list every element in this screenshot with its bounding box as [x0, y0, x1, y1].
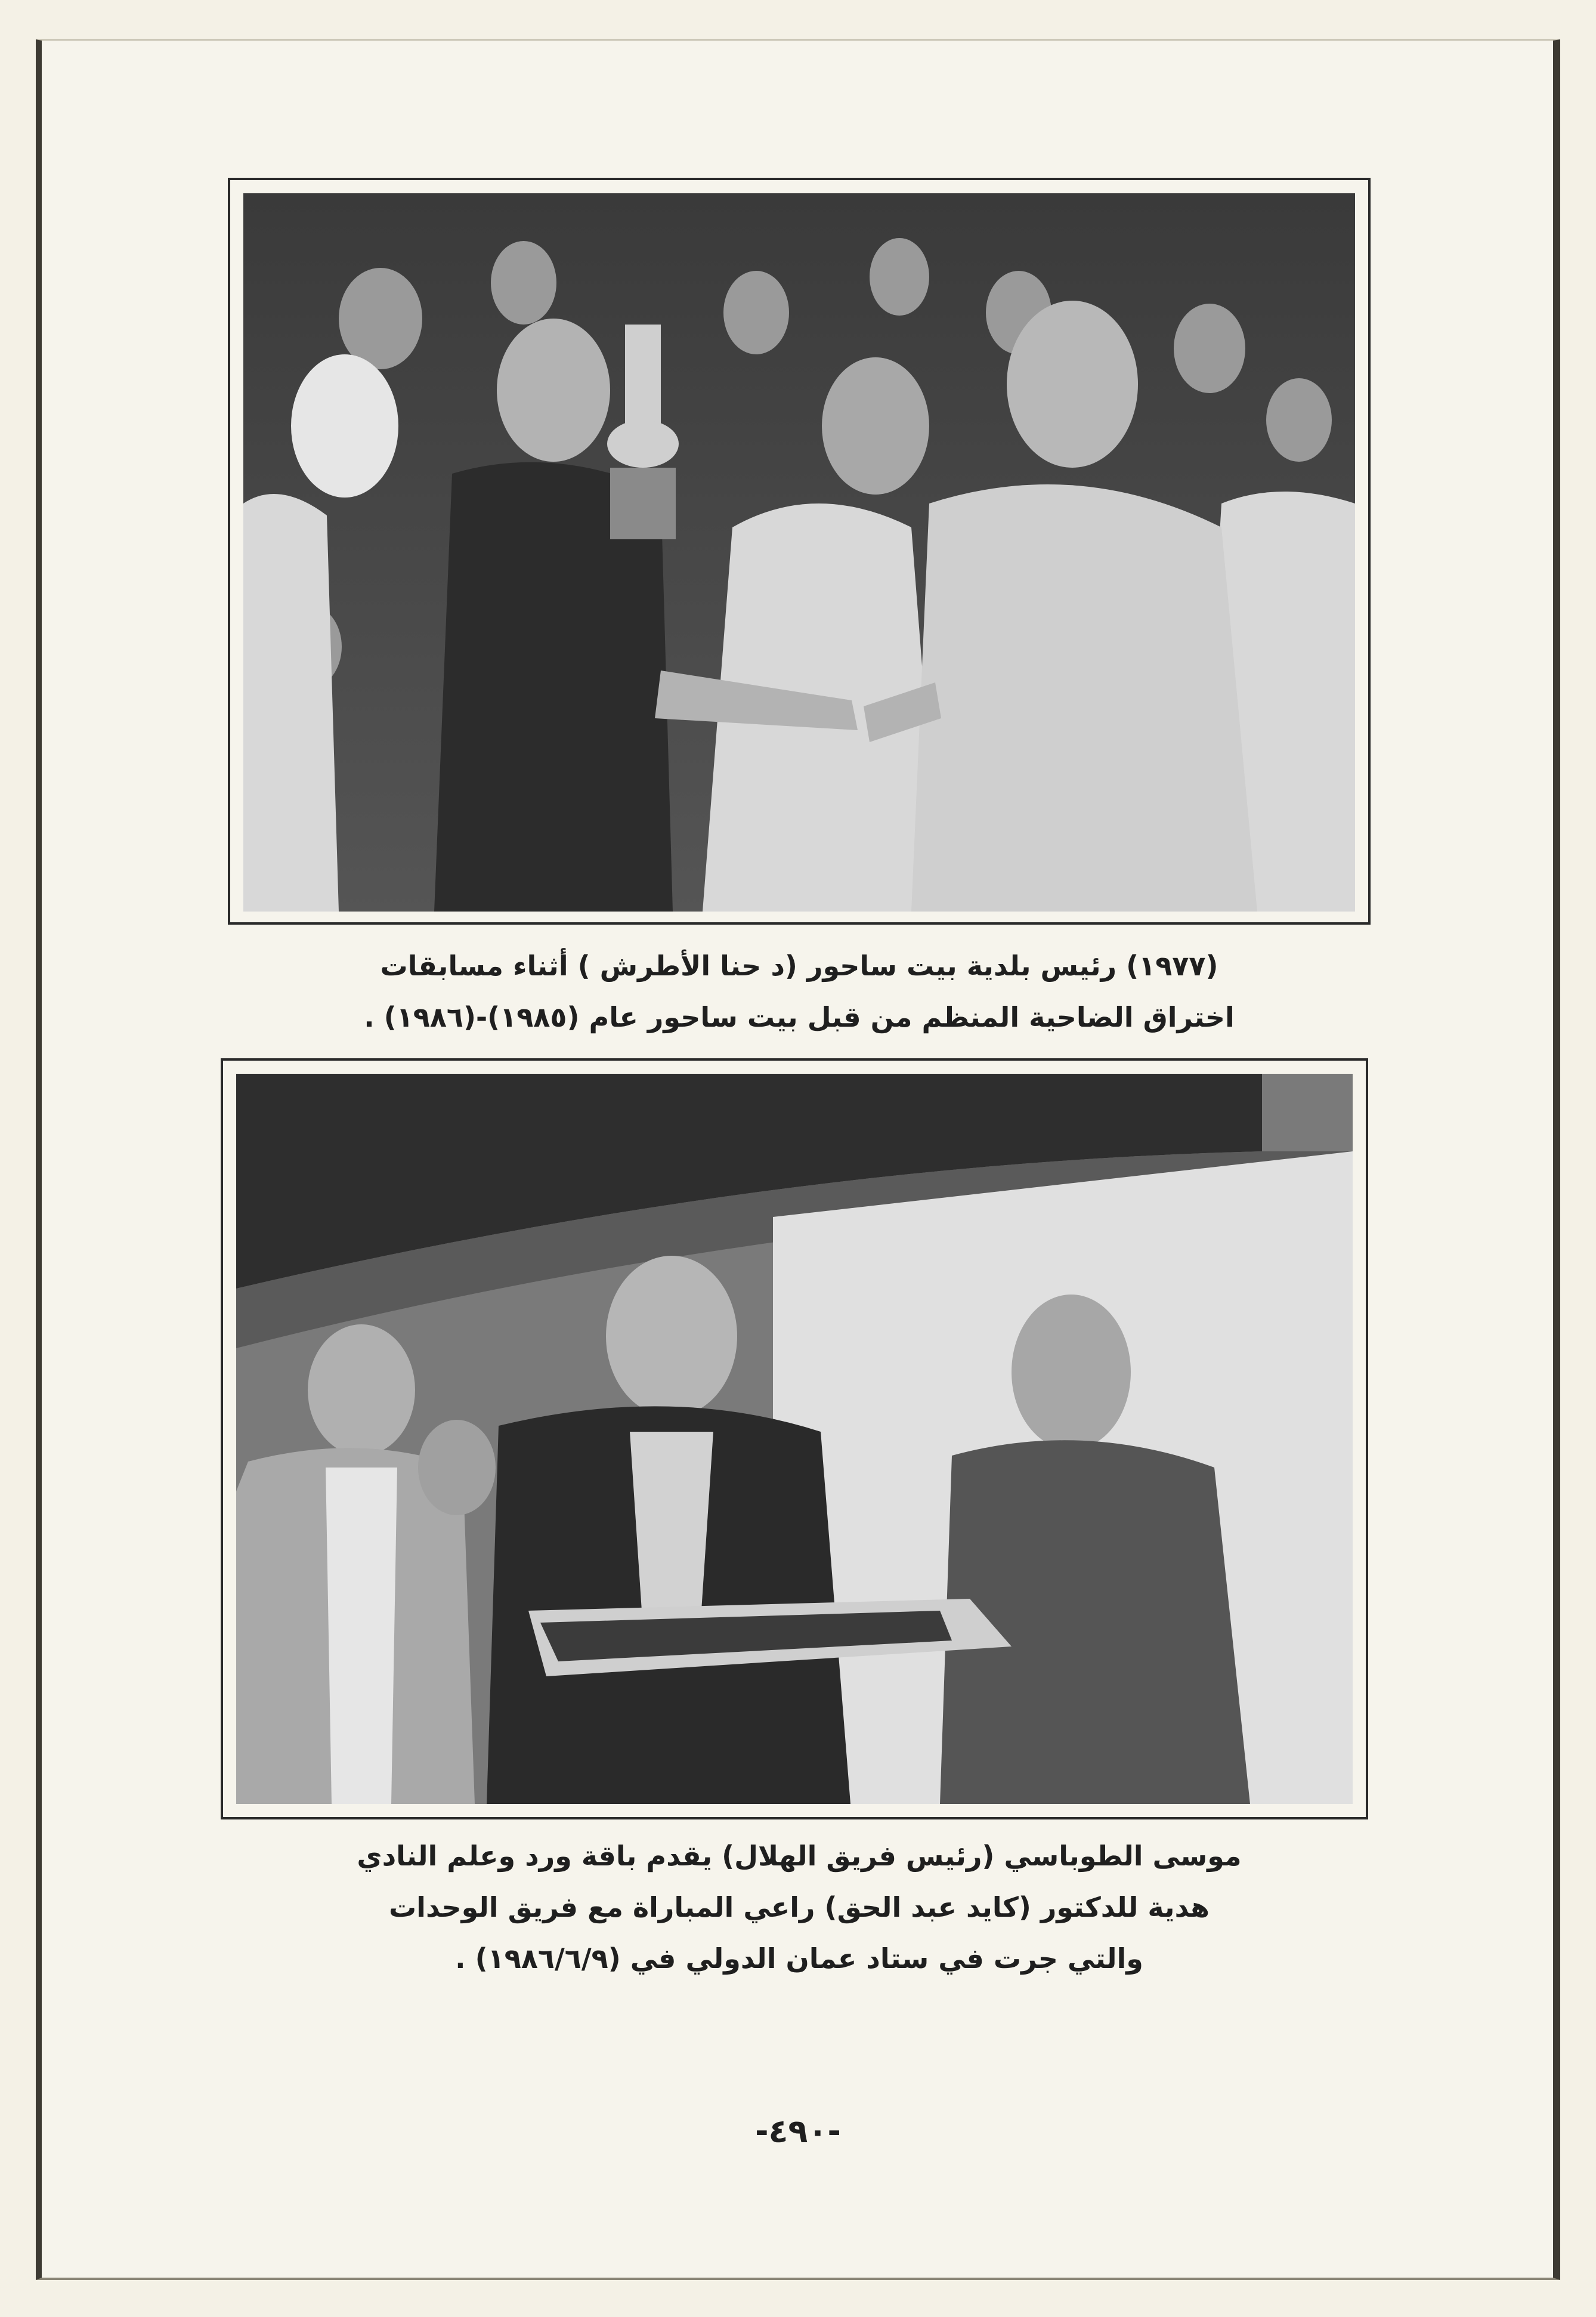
- caption-line: اختراق الضاحية المنظم من قبل بيت ساحور عام (١٩٨٥)-(١٩٨٦) .: [364, 1001, 1235, 1033]
- bottom-photo-frame: [221, 1058, 1368, 1819]
- caption-line: (١٩٧٧) رئيس بلدية بيت ساحور (د حنا الأطرش ) أثناء مسابقات: [380, 950, 1218, 982]
- caption-line: هدية للدكتور (كايد عبد الحق) راعي المباراة مع فريق الوحدات: [388, 1891, 1210, 1923]
- top-photo-frame: [228, 178, 1371, 925]
- flowers-and-flag-presentation-photo: [236, 1074, 1353, 1804]
- bottom-photo-caption: [334, 1830, 1264, 1984]
- trophy-presentation-photo: [243, 193, 1355, 912]
- caption-line: موسى الطوباسي (رئيس فريق الهلال) يقدم باقة ورد وعلم النادي: [357, 1840, 1242, 1872]
- page-number: -٤٩٠-: [755, 2112, 841, 2150]
- caption-line: والتي جرت في ستاد عمان الدولي في (١٩٨٦/٦/٩) .: [455, 1942, 1143, 1975]
- top-photo-caption: [334, 940, 1264, 1043]
- flowers-presentation-image: [236, 1074, 1353, 1804]
- trophy-presentation-image: [243, 193, 1355, 912]
